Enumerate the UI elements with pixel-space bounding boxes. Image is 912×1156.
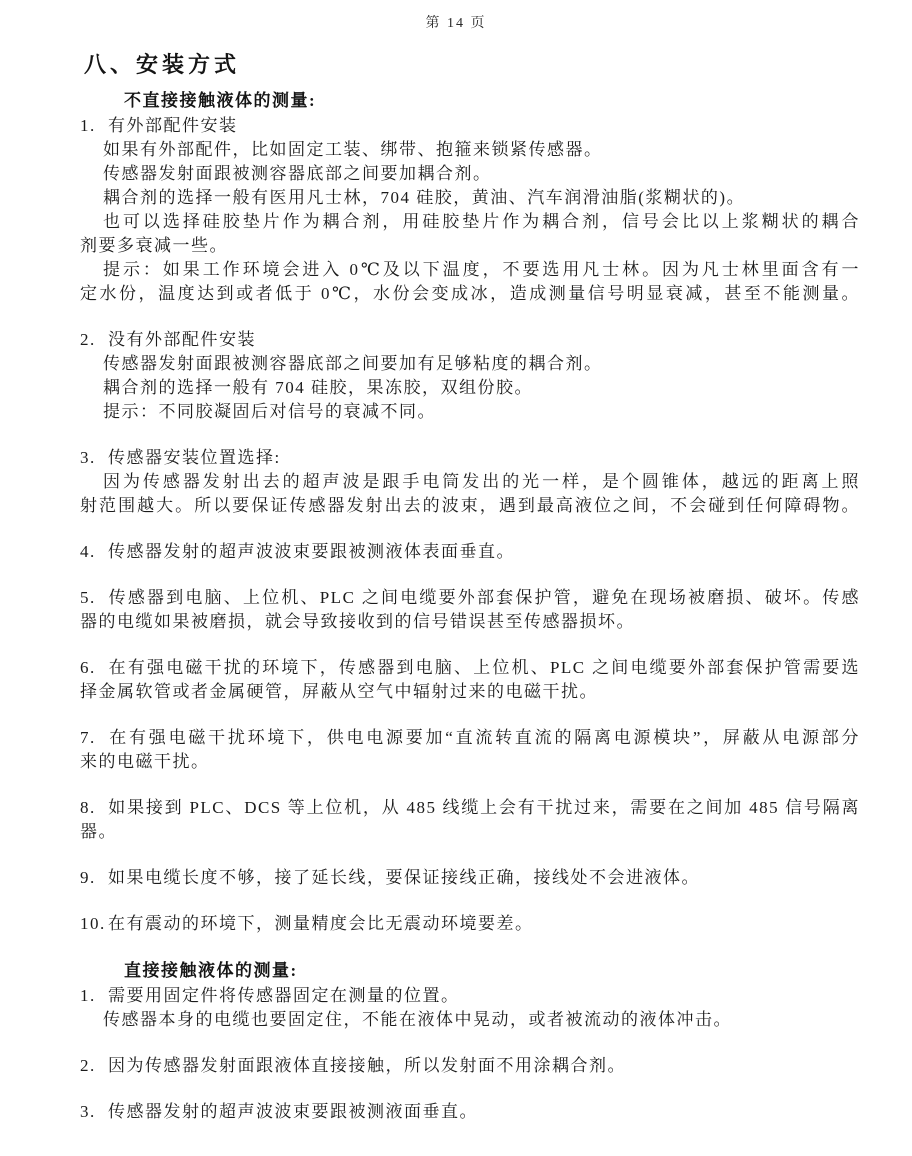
list-line: 传感器发射面跟被测容器底部之间要加耦合剂。: [103, 164, 492, 183]
list-line: 器。: [80, 822, 117, 841]
item-number: 7.: [80, 728, 96, 747]
item-text: 有外部配件安装: [108, 116, 238, 135]
list-line: [80, 114, 860, 138]
list-line: 来的电磁干扰。: [80, 752, 210, 771]
list-line: 传感器发射面跟被测容器底部之间要加有足够粘度的耦合剂。: [103, 354, 603, 373]
item-text: 需要用固定件将传感器固定在测量的位置。: [108, 986, 460, 1005]
list-line: 剂要多衰减一些。: [80, 236, 228, 255]
item-number: 8.: [80, 798, 96, 817]
item-text: 在有强电磁干扰环境下，供电电源要加“直流转直流的隔离电源模块”，屏蔽从电源部分: [108, 728, 860, 747]
item-number: 4.: [80, 542, 96, 561]
list-item-6: [80, 656, 860, 704]
item-text: 传感器安装位置选择:: [108, 448, 281, 467]
list-line: [80, 796, 860, 820]
subsection-title-indirect: 不直接接触液体的测量:: [124, 91, 317, 110]
list-line: 也可以选择硅胶垫片作为耦合剂，用硅胶垫片作为耦合剂，信号会比以上浆糊状的耦合: [103, 212, 860, 231]
list-line: [80, 1054, 860, 1078]
list-line: 择金属软管或者金属硬管，屏蔽从空气中辐射过来的电磁干扰。: [80, 682, 598, 701]
list-line: 射范围越大。所以要保证传感器发射出去的波束，遇到最高液位之间，不会碰到任何障碍物。: [80, 496, 860, 515]
item-number: 1.: [80, 116, 96, 135]
item-number: 3.: [80, 448, 96, 467]
item-text: 因为传感器发射面跟液体直接接触，所以发射面不用涂耦合剂。: [108, 1056, 626, 1075]
list-line: 因为传感器发射出去的超声波是跟手电筒发出的光一样，是个圆锥体，越远的距离上照: [103, 472, 860, 491]
list-line: 耦合剂的选择一般有医用凡士林，704 硅胶，黄油、汽车润滑油脂(浆糊状的)。: [103, 188, 746, 207]
list-item-direct-2: [80, 1054, 860, 1078]
list-item-9: [80, 866, 860, 890]
item-number: 2.: [80, 1056, 96, 1075]
list-line: 如果有外部配件，比如固定工装、绑带、抱箍来锁紧传感器。: [103, 140, 603, 159]
item-text: 传感器发射的超声波波束要跟被测液面垂直。: [108, 1102, 478, 1121]
item-number: 10.: [80, 914, 106, 933]
list-line: 传感器本身的电缆也要固定住，不能在液体中晃动，或者被流动的液体冲击。: [103, 1010, 732, 1029]
list-item-5: [80, 586, 860, 634]
list-line: 耦合剂的选择一般有 704 硅胶，果冻胶，双组份胶。: [103, 378, 533, 397]
item-number: 1.: [80, 986, 96, 1005]
section-heading: 八、安装方式: [84, 52, 241, 77]
page-number: 第 14 页: [425, 16, 487, 31]
item-text: 如果电缆长度不够，接了延长线，要保证接线正确，接线处不会进液体。: [108, 868, 700, 887]
list-item-4: [80, 540, 860, 564]
list-line: 提示：如果工作环境会进入 0℃及以下温度，不要选用凡士林。因为凡士林里面含有一: [103, 260, 860, 279]
list-line: [80, 540, 860, 564]
list-item-3: [80, 446, 860, 518]
item-number: 9.: [80, 868, 96, 887]
list-item-2: [80, 328, 860, 424]
page-content: [80, 88, 860, 1124]
item-number: 2.: [80, 330, 96, 349]
item-text: 在有强电磁干扰的环境下，传感器到电脑、上位机、PLC 之间电缆要外部套保护管需要选: [108, 658, 860, 677]
list-line: [80, 1100, 860, 1124]
list-line: [80, 586, 860, 610]
list-item-direct-3: [80, 1100, 860, 1124]
item-text: 如果接到 PLC、DCS 等上位机，从 485 线缆上会有干扰过来，需要在之间加 485 信号隔离: [108, 798, 860, 817]
list-item-8: [80, 796, 860, 844]
list-item-7: [80, 726, 860, 774]
item-text: 传感器到电脑、上位机、PLC 之间电缆要外部套保护管，避免在现场被磨损、破坏。传感: [108, 588, 860, 607]
list-line: [80, 328, 860, 352]
item-number: 5.: [80, 588, 96, 607]
list-line: 器的电缆如果被磨损，就会导致接收到的信号错误甚至传感器损坏。: [80, 612, 635, 631]
item-text: 传感器发射的超声波波束要跟被测液体表面垂直。: [108, 542, 515, 561]
list-line: 提示：不同胶凝固后对信号的衰减不同。: [103, 402, 436, 421]
list-line: 定水份，温度达到或者低于 0℃，水份会变成冰，造成测量信号明显衰减，甚至不能测量。: [80, 284, 860, 303]
subsection-title-direct: 直接接触液体的测量:: [124, 961, 298, 980]
item-number: 3.: [80, 1102, 96, 1121]
list-line: [80, 984, 860, 1008]
list-line: [80, 912, 860, 936]
list-line: [80, 656, 860, 680]
item-text: 没有外部配件安装: [108, 330, 256, 349]
list-item-direct-1: [80, 984, 860, 1032]
list-item-10: [80, 912, 860, 936]
list-line: [80, 446, 860, 470]
list-item-1: [80, 114, 860, 306]
item-number: 6.: [80, 658, 96, 677]
item-text: 在有震动的环境下，测量精度会比无震动环境要差。: [108, 914, 534, 933]
list-line: [80, 726, 860, 750]
list-line: [80, 866, 860, 890]
